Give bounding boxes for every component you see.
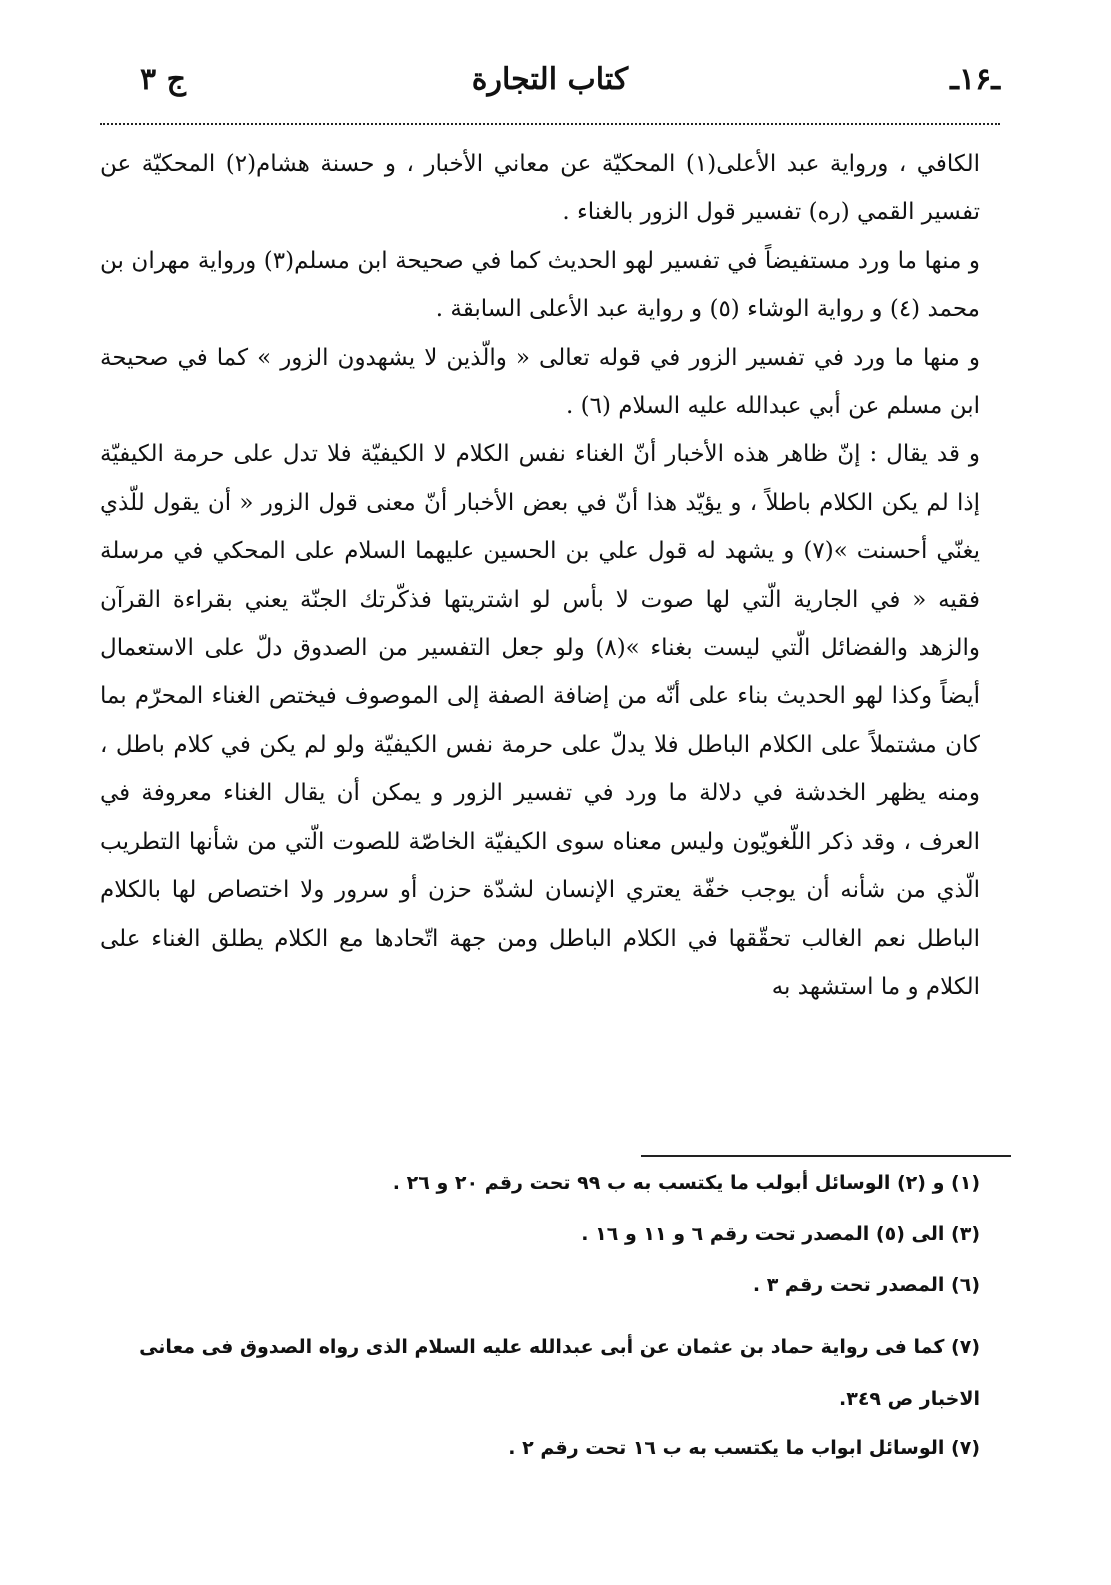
footnotes: [100, 1168, 980, 1484]
footnote-item: (٦) المصدر تحت رقم ٣ .: [752, 1274, 980, 1296]
footnote-item: (٧) الوسائل ابواب ما يكتسب به ب ١٦ تحت رقم ٢ .: [508, 1437, 980, 1459]
book-title: كتاب التجارة: [471, 62, 629, 97]
paragraph: و منها ما ورد مستفيضاً في تفسير لهو الحديث كما في صحيحة ابن مسلم(٣) ورواية مهران بن محمد (٤) و رواية الوشاء (٥) و رواية عبد الأعلى السابقة .: [100, 247, 981, 323]
paragraph: و قد يقال : إنّ ظاهر هذه الأخبار أنّ الغناء نفس الكلام لا الكيفيّة فلا تدل على حرمة الكيفيّة إذا لم يكن الكلام باطلاً ، و يؤيّد هذا أنّ في بعض الأخبار أنّ معنى قول الزور « أن يقول للّذي يغنّي أحسنت »(٧) و يشهد له قول علي بن الحسين عليهما السلام على المحكي في مرسلة فقيه « في الجارية الّتي لها صوت لا بأس لو اشتريتها فذكّرتك الجنّة يعني بقراءة القرآن والزهد والفضائل الّتي ليست بغناء »(٨) ولو جعل التفسير من الصدوق دلّ على الاستعمال أيضاً وكذا لهو الحديث بناء على أنّه من إضافة الصفة إلى الموصوف فيختص الغناء المحرّم بما كان مشتملاً على الكلام الباطل فلا يدلّ على حرمة نفس الكيفيّة ولو لم يكن في كلام باطل ، ومنه يظهر الخدشة في دلالة ما ورد في تفسير الزور و يمكن أن يقال الغناء معروفة في العرف ، وقد ذكر اللّغويّون وليس معناه سوى الكيفيّة الخاصّة للصوت الّتي من شأنها التطريب الّذي من شأنه أن يوجب خفّة يعتري الإنسان لشدّة حزن أو سرور ولا اختصاص لها بالكلام الباطل نعم الغالب تحقّقها في الكلام الباطل ومن جهة اتّحادها مع الكلام يطلق الغناء على الكلام و ما استشهد به: [100, 441, 980, 1000]
volume-label: ج ٣: [140, 62, 186, 97]
page-number: ـ١۶ـ: [950, 62, 1000, 97]
page-header: [100, 62, 1000, 112]
header-divider: [100, 123, 1000, 125]
footnote-item: (١) و (٢) الوسائل أبولب ما يكتسب به ب ٩٩ تحت رقم ٢٠ و ٢٦ .: [392, 1172, 980, 1194]
footnote-divider: [641, 1155, 1011, 1157]
main-text: [100, 140, 980, 1011]
footnote-item: (٣) الى (٥) المصدر تحت رقم ٦ و ١١ و ١٦ .: [581, 1223, 980, 1245]
paragraph: و منها ما ورد في تفسير الزور في قوله تعالى « والّذين لا يشهدون الزور » كما في صحيحة ابن مسلم عن أبي عبدالله عليه السلام (٦) .: [100, 344, 980, 420]
footnote-item: (٧) كما فى رواية حماد بن عثمان عن أبى عبدالله عليه السلام الذى رواه الصدوق فى معانى الاخبار ص ٣٤٩.: [139, 1336, 980, 1410]
paragraph: الكافي ، ورواية عبد الأعلى(١) المحكيّة عن معاني الأخبار ، و حسنة هشام(٢) المحكيّة عن تفسير القمي (ره) تفسير قول الزور بالغناء .: [100, 151, 981, 226]
